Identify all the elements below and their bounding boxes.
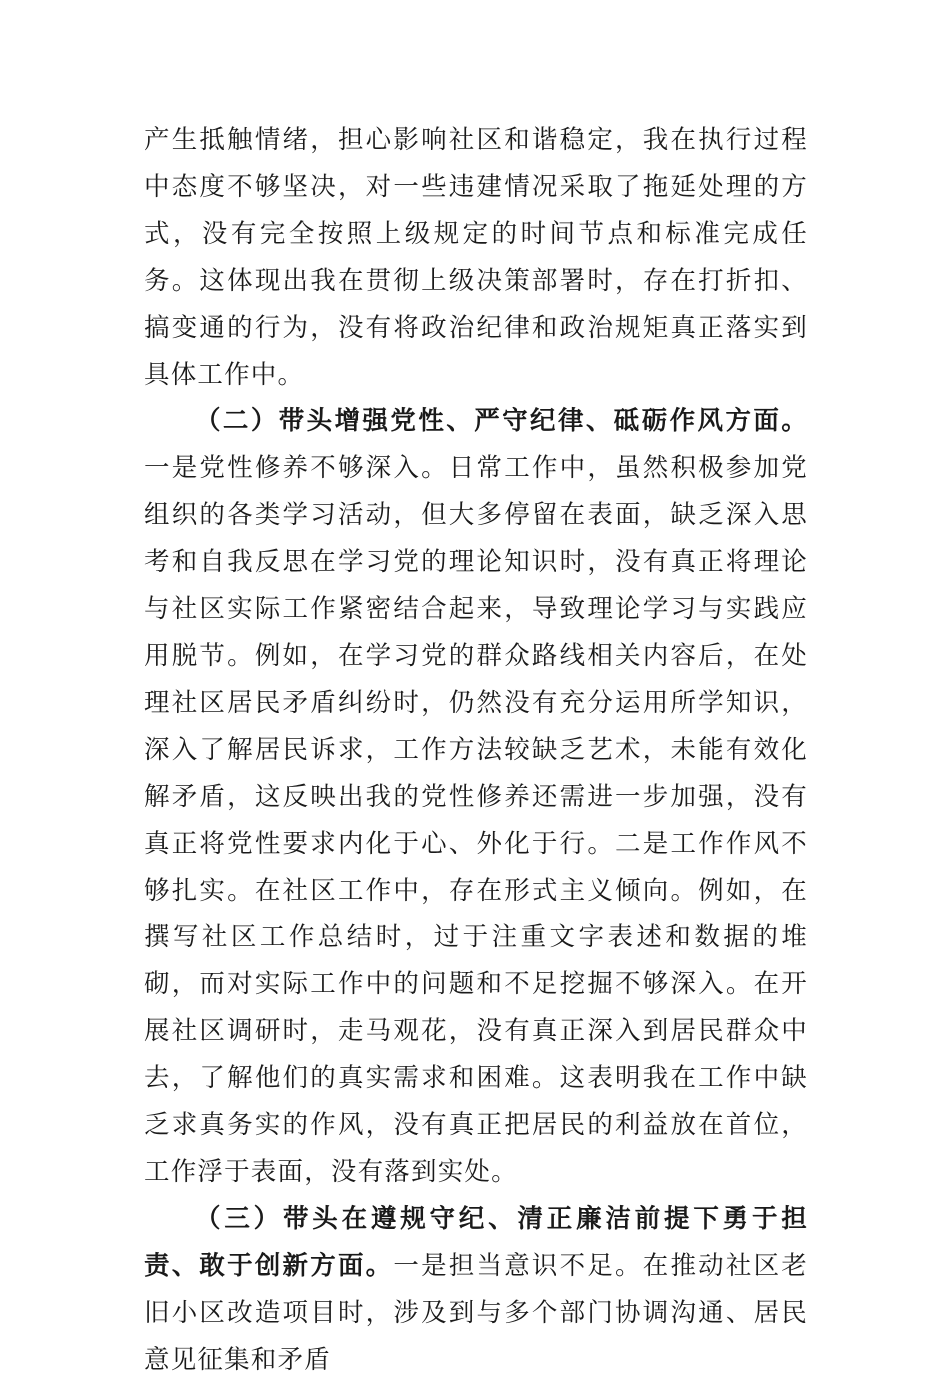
paragraph-2 — [144, 398, 808, 1195]
document-body — [144, 117, 808, 1383]
paragraph-3-text: 一是担当意识不足。在推动社区老旧小区改造项目时，涉及到与多个部门协调沟通、居民意见征集和矛盾 — [144, 1250, 808, 1375]
paragraph-2-heading: （二）带头增强党性、严守纪律、砥砺作风方面。 — [195, 406, 808, 437]
paragraph-1 — [144, 117, 808, 398]
paragraph-2-text: 一是党性修养不够深入。日常工作中，虽然积极参加党组织的各类学习活动，但大多停留在表面，缺乏深入思考和自我反思在学习党的理论知识时，没有真正将理论与社区实际工作紧密结合起来，导致理论学习与实践应用脱节。例如，在学习党的群众路线相关内容后，在处理社区居民矛盾纠纷时，仍然没有充分运用所学知识，深入了解居民诉求，工作方法较缺乏艺术，未能有效化解矛盾，这反映出我的党性修养还需进一步加强，没有真正将党性要求内化于心、外化于行。二是工作作风不够扎实。在社区工作中，存在形式主义倾向。例如，在撰写社区工作总结时，过于注重文字表述和数据的堆砌，而对实际工作中的问题和不足挖掘不够深入。在开展社区调研时，走马观花，没有真正深入到居民群众中去，了解他们的真实需求和困难。这表明我在工作中缺乏求真务实的作风，没有真正把居民的利益放在首位，工作浮于表面，没有落到实处。 — [144, 453, 808, 1187]
paragraph-3-heading: （三）带头在遵规守纪、清正廉洁前提下勇于担责、敢于创新方面。 — [144, 1203, 808, 1281]
paragraph-1-text: 产生抵触情绪，担心影响社区和谐稳定，我在执行过程中态度不够坚决，对一些违建情况采取了拖延处理的方式，没有完全按照上级规定的时间节点和标准完成任务。这体现出我在贯彻上级决策部署时，存在打折扣、搞变通的行为，没有将政治纪律和政治规矩真正落实到具体工作中。 — [144, 125, 808, 390]
paragraph-3 — [144, 1196, 808, 1383]
